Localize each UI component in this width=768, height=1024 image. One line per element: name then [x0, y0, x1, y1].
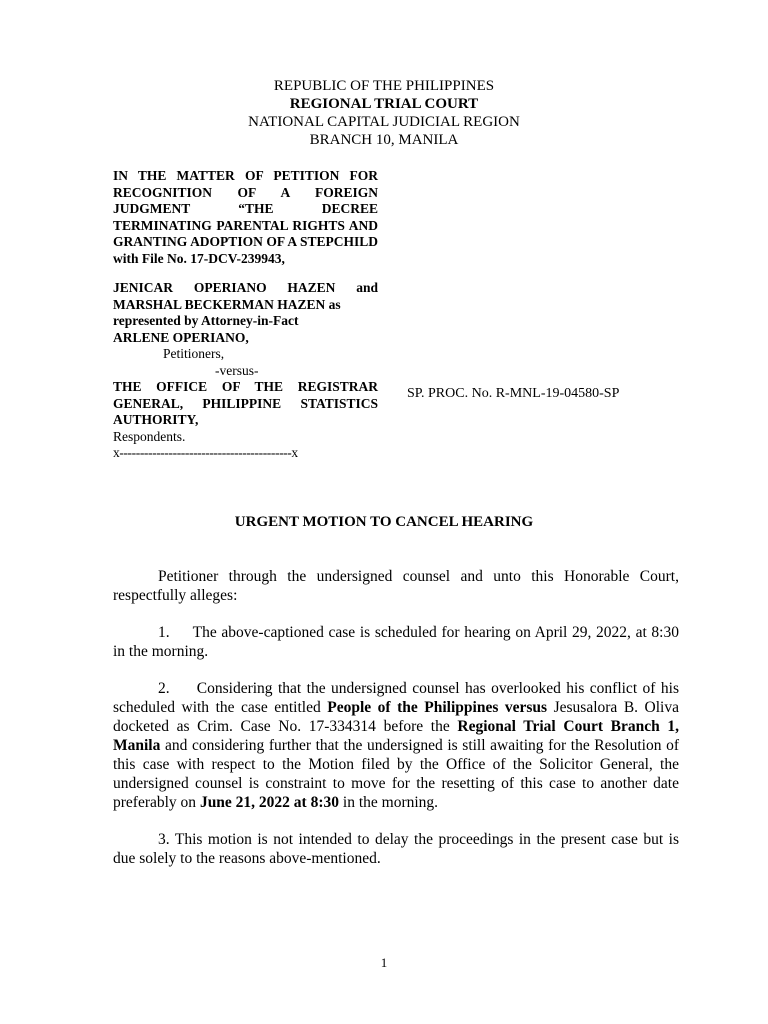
- petitioners-names: JENICAR OPERIANO HAZEN and MARSHAL BECKERMAN HAZEN as: [113, 280, 378, 312]
- motion-title: URGENT MOTION TO CANCEL HEARING: [234, 514, 534, 530]
- p2-text-g: in the morning.: [339, 794, 439, 811]
- page-number: 1: [380, 955, 388, 970]
- case-caption: [113, 168, 378, 462]
- header-branch: BRANCH 10, MANILA: [309, 132, 459, 148]
- represented-line: represented by Attorney-in-Fact: [113, 313, 299, 328]
- header-court: REGIONAL TRIAL COURT: [289, 96, 479, 112]
- p2-court: Regional Trial Court Branch 1, Manila: [113, 718, 683, 754]
- paragraph-2: [113, 679, 683, 812]
- caption-matter: IN THE MATTER OF PETITION FOR RECOGNITION OF A FOREIGN JUDGMENT “THE DECREE TERMINATING PARENTAL RIGHTS AND GRANTING ADOPTION OF A STEPCHILD with File No. 17-DCV-239943,: [113, 168, 378, 266]
- p2-date: June 21, 2022 at 8:30: [199, 794, 340, 811]
- case-number: SP. PROC. No. R-MNL-19-04580-SP: [407, 386, 620, 401]
- paragraph-1: 1. The above-captioned case is scheduled for hearing on April 29, 2022, at 8:30 in the morning.: [113, 624, 683, 660]
- p2-text-e: and considering further that the undersigned is still awaiting for the Resolution of this case with respect to the Motion filed by the Office of the Solicitor General, the undersigned counsel is constraint to move for the resetting of this case to another date preferably on: [113, 737, 683, 811]
- p2-text-c: Jesusalora B. Oliva docketed as Crim. Case No. 17-334314 before the: [113, 699, 683, 735]
- caption-petitioners: [113, 280, 378, 462]
- versus-label: -versus-: [215, 362, 259, 378]
- motion-body: [113, 567, 683, 886]
- petitioners-label: Petitioners,: [163, 346, 225, 361]
- paragraph-3: 3. This motion is not intended to delay the proceedings in the present case but is due solely to the reasons above-mentioned.: [113, 831, 679, 867]
- p2-case-title: People of the Philippines versus: [327, 699, 548, 716]
- respondents-label: Respondents.: [113, 428, 186, 444]
- caption-rule: x------------------------------------------x: [113, 445, 298, 460]
- p2-text-a: 2. Considering that the undersigned counsel has overlooked his conflict of his scheduled with the case entitled: [113, 680, 683, 716]
- intro-paragraph: Petitioner through the undersigned counsel and unto this Honorable Court, respectfully alleges:: [113, 568, 679, 604]
- respondents-names: THE OFFICE OF THE REGISTRAR GENERAL, PHILIPPINE STATISTICS AUTHORITY,: [113, 379, 378, 427]
- header-region: NATIONAL CAPITAL JUDICIAL REGION: [248, 114, 520, 130]
- court-header: [0, 77, 768, 149]
- attorney-in-fact: ARLENE OPERIANO,: [113, 329, 249, 345]
- header-republic: REPUBLIC OF THE PHILIPPINES: [273, 78, 495, 94]
